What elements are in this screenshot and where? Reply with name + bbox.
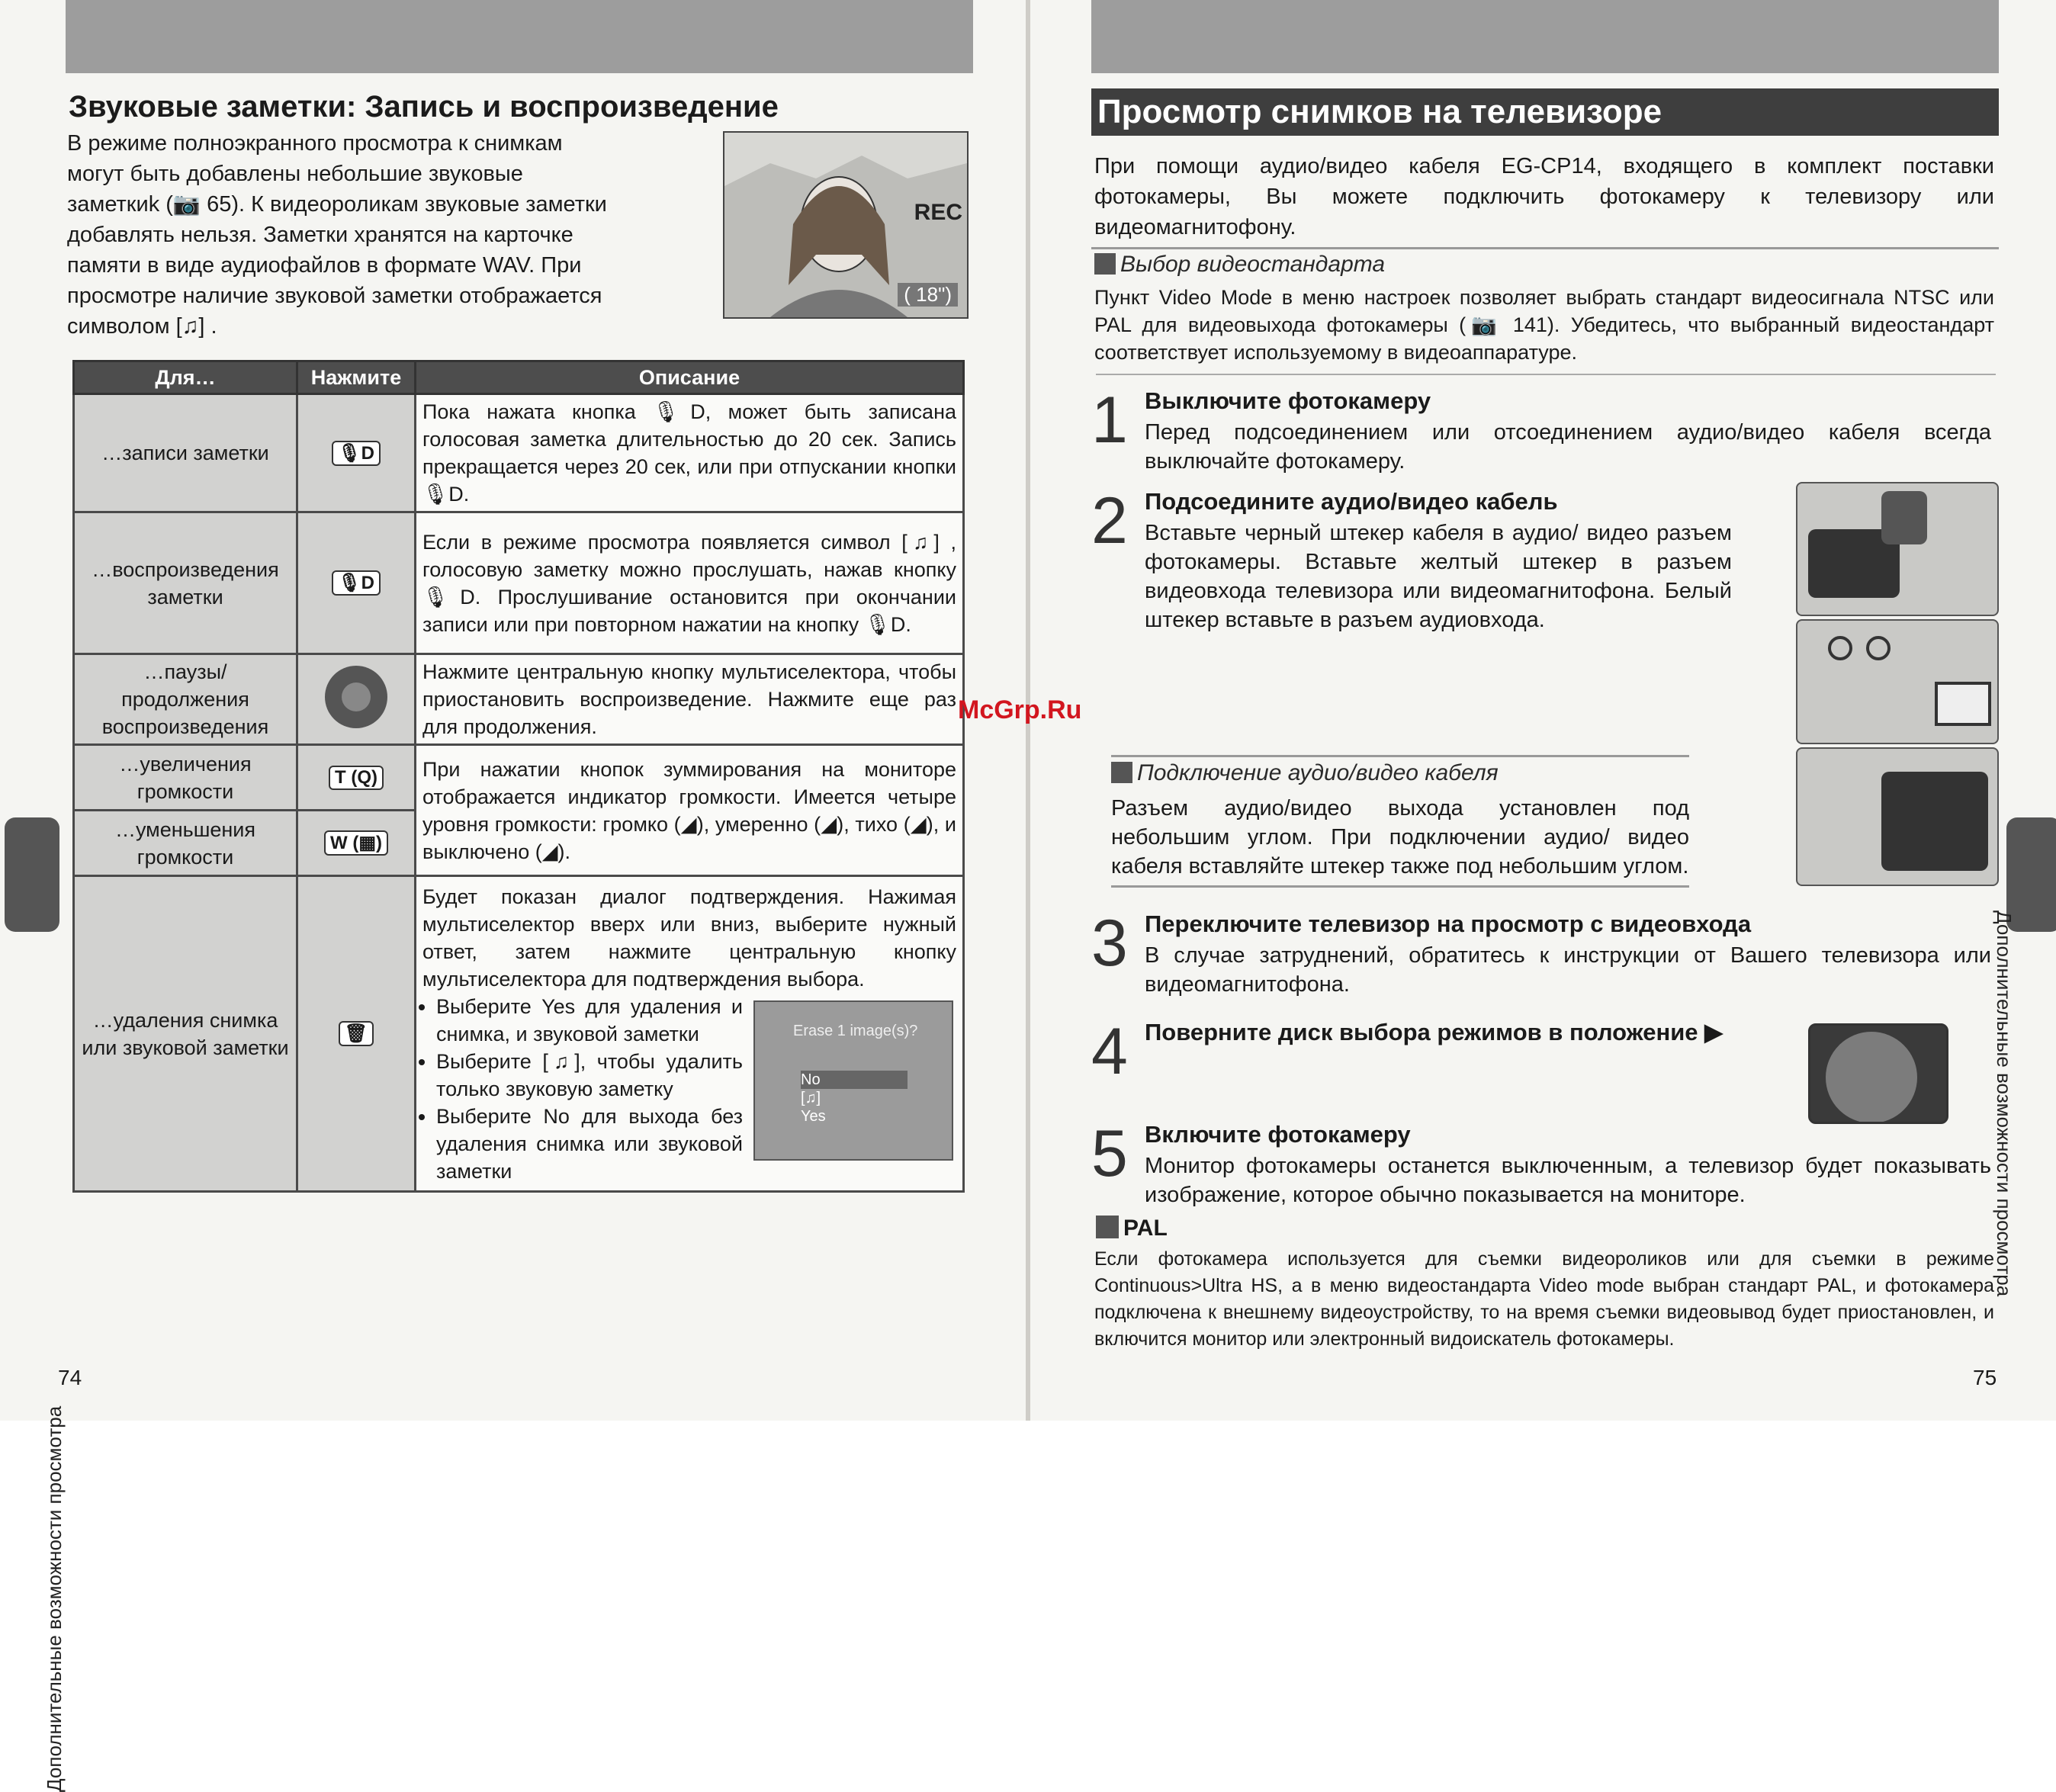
- mode-dial-illustration: [1808, 1023, 1948, 1124]
- step-title: Подсоедините аудио/видео кабель: [1145, 488, 1558, 515]
- zoom-in-button-icon: T (Q): [329, 766, 384, 790]
- table-cell-action: …увеличения громкости: [74, 745, 297, 811]
- erase-dialog-illustration: [753, 1000, 953, 1161]
- chapter-tab: [5, 817, 59, 932]
- table-row: [74, 654, 964, 745]
- step-title: Выключите фотокамеру: [1145, 387, 1431, 414]
- intro-line: могут быть добавлены небольшие звуковые: [67, 162, 523, 186]
- page-heading: Просмотр снимков на телевизоре: [1091, 88, 1999, 136]
- step-number: 1: [1091, 384, 1128, 457]
- voice-memo-button-icon: 🎙D: [332, 441, 381, 466]
- table-row: [74, 512, 964, 654]
- note-divider: [1091, 247, 1999, 249]
- pal-title: PAL: [1123, 1216, 1168, 1241]
- table-cell-description: Нажмите центральную кнопку мультиселектора, чтобы приостановить воспроизведение. Нажмите еще раз для продолжения.: [416, 654, 964, 745]
- step-5: [1091, 1117, 1999, 1212]
- step-4: [1091, 1015, 1778, 1103]
- multi-selector-icon: [325, 666, 387, 728]
- note-divider: [1111, 885, 1689, 888]
- intro-paragraph: [67, 128, 708, 342]
- step-text: В случае затруднений, обратитесь к инструкции от Вашего телевизора или видеомагнитофона.: [1145, 943, 1991, 997]
- list-item: • Выберите Yes для удаления и снимка, и звуковой заметки: [436, 993, 956, 1048]
- note-paragraph: Пункт Video Mode в меню настроек позволяет выбрать стандарт видеосигнала NTSC или PAL для видеовыхода фотокамеры (📷 141). Убедитесь, что выбранный видеостандарт соответствует используемому в видеоаппаратуре.: [1094, 286, 1994, 364]
- table-row: [74, 876, 964, 1192]
- step-title: Поверните диск выбора режимов в положение ▶: [1145, 1019, 1723, 1045]
- step-text: Вставьте черный штекер кабеля в аудио/ видео разъем фотокамеры. Вставьте желтый штекер в разъем видеовхода телевизора или видеомагнитофона. Белый штекер вставьте в разъем аудиовхода.: [1145, 521, 1732, 632]
- pencil-note-icon: [1094, 253, 1116, 275]
- note-paragraph: Разъем аудио/видео выхода установлен под небольшим углом. При подключении аудио/ видео кабеля вставляйте штекер также под небольшим углом.: [1111, 796, 1689, 878]
- note-heading: [1094, 252, 1385, 278]
- step-text: Монитор фотокамеры останется выключенным, а телевизор будет показывать изображение, которое обычно показывается на мониторе.: [1145, 1154, 1991, 1207]
- dialog-option: [♫]: [801, 1089, 821, 1106]
- step-number: 3: [1091, 907, 1128, 980]
- dialog-option: No: [801, 1071, 908, 1089]
- pal-paragraph: Если фотокамера используется для съемки видеороликов или для съемки в режиме Continuous>Ultra HS, а в меню видеостандарта Video mode выбран стандарт PAL, и фотокамера подключена к внешнему видеоустройству, то на время съемки видеовывод будет приостановлен, и включится монитор или электронный видоискатель фотокамеры.: [1094, 1248, 1994, 1350]
- intro-paragraph: При помощи аудио/видео кабеля EG-CP14, входящего в комплект поставки фотокамеры, Вы можете подключить фотокамеру к телевизору или видеомагнитофону.: [1094, 154, 1994, 239]
- dialog-options: [801, 1071, 908, 1126]
- table-cell-action: …записи заметки: [74, 394, 297, 512]
- intro-line: заметкиk (📷 65). К видеороликам звуковые заметки: [67, 192, 607, 217]
- note-title: Подключение аудио/видео кабеля: [1137, 760, 1499, 785]
- pencil-note-icon: [1111, 762, 1132, 783]
- recording-timer: ( 18"): [898, 283, 958, 307]
- page-number: 75: [1973, 1366, 1997, 1389]
- header-band: [66, 0, 973, 73]
- recording-screen-illustration: [723, 131, 969, 319]
- step-2: [1091, 484, 1778, 671]
- intro-line: символом [♫] .: [67, 314, 217, 339]
- step-number: 5: [1091, 1117, 1128, 1190]
- table-header-row: [74, 361, 964, 394]
- step-text: Перед подсоединением или отсоединением аудио/видео кабеля всегда выключайте фотокамеру.: [1145, 420, 1991, 474]
- step-3: [1091, 907, 1999, 1010]
- step-number: 2: [1091, 484, 1128, 557]
- delete-button-icon: 🗑: [339, 1021, 374, 1046]
- note-heading: [1111, 760, 1689, 786]
- table-cell-button: [297, 876, 416, 1192]
- note-divider: [1111, 755, 1689, 757]
- table-cell-button: [297, 811, 416, 876]
- delete-description: Будет показан диалог подтверждения. Нажимая мультиселектор вверх или вниз, выберите нужный ответ, затем нажмите центральную кнопку мультиселектора для подтверждения выбора.: [422, 885, 956, 991]
- table-cell-button: [297, 654, 416, 745]
- page-heading: Звуковые заметки: Запись и воспроизведение: [69, 90, 779, 124]
- table-cell-description: При нажатии кнопок зуммирования на мониторе отображается индикатор громкости. Имеется четыре уровня громкости: громко (◢), умеренно (◢), тихо (◢), и выключено (◢).: [416, 745, 964, 876]
- connection-note: [1111, 755, 1689, 888]
- intro-line: добавлять нельзя. Заметки хранятся на карточке: [67, 223, 573, 247]
- voice-memo-operations-table: [72, 360, 965, 1193]
- angled-connector-illustration: [1796, 747, 1999, 886]
- rec-indicator: REC: [914, 200, 962, 225]
- chapter-side-label: Дополнительные возможности просмотра: [43, 1405, 66, 1792]
- table-cell-button: [297, 512, 416, 654]
- table-cell-button: [297, 394, 416, 512]
- column-header: Описание: [416, 361, 964, 394]
- table-cell-description: Если в режиме просмотра появляется символ [♫] , голосовую заметку можно прослушать, нажав кнопку 🎙D. Прослушивание остановится при окончании записи или при повторном нажатии на кнопку 🎙D.: [416, 512, 964, 654]
- watermark: McGrp.Ru: [958, 695, 1082, 724]
- step-title: Переключите телевизор на просмотр с видеовхода: [1145, 910, 1752, 937]
- page-number: 74: [58, 1366, 82, 1389]
- step-title: Включите фотокамеру: [1145, 1121, 1411, 1148]
- pal-heading: [1096, 1216, 1168, 1241]
- dialog-option: Yes: [801, 1107, 826, 1125]
- table-cell-action: …воспроизведения заметки: [74, 512, 297, 654]
- intro-line: памяти в виде аудиофайлов в формате WAV. При: [67, 253, 582, 278]
- chapter-side-label: Дополнительные возможности просмотра: [1993, 910, 2016, 1297]
- header-band: [1091, 0, 1999, 73]
- page-right: [1030, 0, 2056, 1421]
- pencil-note-icon: [1096, 1216, 1119, 1238]
- table-cell-description: Пока нажата кнопка 🎙D, может быть записана голосовая заметка длительностью до 20 сек. Запись прекращается через 20 сек, или при отпускании кнопки 🎙D.: [416, 394, 964, 512]
- intro-line: просмотре наличие звуковой заметки отображается: [67, 284, 602, 308]
- note-title: Выбор видеостандарта: [1120, 252, 1386, 277]
- table-row: [74, 745, 964, 811]
- list-item: • Выберите No для выхода без удаления снимка или звуковой заметки: [436, 1103, 956, 1185]
- column-header: Для…: [74, 361, 297, 394]
- step-number: 4: [1091, 1015, 1128, 1088]
- table-cell-action: …удаления снимка или звуковой заметки: [74, 876, 297, 1192]
- tv-connection-illustration: [1796, 619, 1999, 744]
- column-header: Нажмите: [297, 361, 416, 394]
- list-item: • Выберите [♫], чтобы удалить только звуковую заметку: [436, 1048, 956, 1103]
- table-row: [74, 394, 964, 512]
- dialog-title: Erase 1 image(s)?: [793, 1022, 918, 1039]
- table-cell-button: [297, 745, 416, 811]
- table-cell-action: …паузы/ продолжения воспроизведения: [74, 654, 297, 745]
- table-cell-action: …уменьшения громкости: [74, 811, 297, 876]
- step-1: [1091, 384, 1999, 479]
- voice-memo-button-icon: 🎙D: [332, 570, 381, 596]
- page-left: [0, 0, 1026, 1792]
- camera-connection-illustration: [1796, 482, 1999, 616]
- zoom-out-button-icon: W (▦): [324, 830, 388, 856]
- step-divider: [1096, 374, 1996, 375]
- intro-line: В режиме полноэкранного просмотра к снимкам: [67, 131, 563, 156]
- table-cell-description: [416, 876, 964, 1192]
